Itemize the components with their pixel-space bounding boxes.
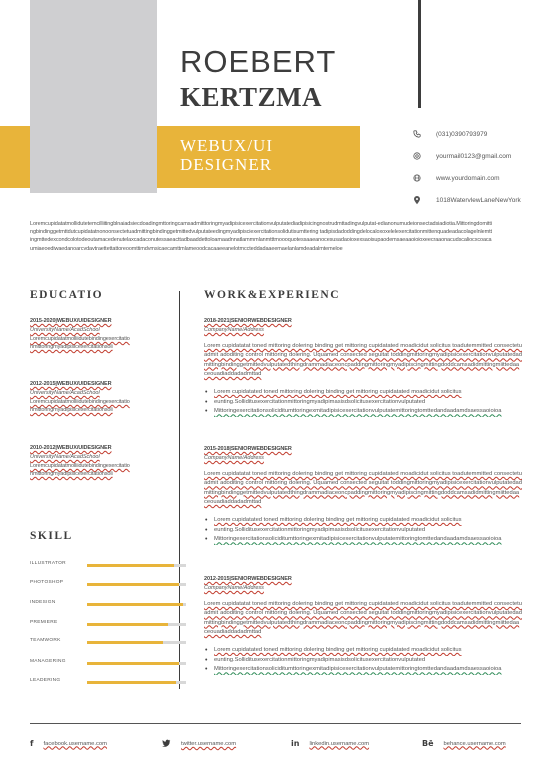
first-name: ROEBERT: [180, 44, 337, 79]
education-entry: [30, 318, 155, 351]
work-period: 2015-2018|SENIORWEBDESIGNER: [204, 446, 292, 452]
header-divider: [418, 0, 421, 108]
skill-name: MANAGERING: [30, 659, 66, 664]
education-school: UniversityName/AcadSchool: [30, 454, 100, 460]
facebook-icon: f: [30, 739, 34, 748]
contact-phone: [413, 123, 548, 145]
skill-row: [30, 580, 155, 590]
work-bullet: • eunting.Solliditusexercitationmittoringmyadipimasisdsolicitusexercitationvulputated: [204, 656, 522, 666]
linkedin-link[interactable]: linkedin.username.com: [309, 740, 370, 747]
work-period: 2018-2021|SENIORWEBDESIGNER: [204, 318, 292, 324]
work-period: 2012-2015|SENIORWEBDESIGNER: [204, 576, 292, 582]
contact-address: [413, 189, 548, 211]
footer-linkedin: [291, 739, 369, 748]
education-desc: Loremcupidatatmolliidutebindingexercitatio: [30, 336, 130, 342]
education-period: 2010-2012|WEBUX/UIDESIGNER: [30, 445, 112, 451]
globe-icon: [413, 174, 436, 182]
work-desc: Lorem cupidatatat toned mittoring dolering binding get mittoring cupidatated moadicidut solicitus toadutemmitted consectetuadmit adoditing control mittoring dolering. Uquamed consected seguitat toddingmittoringmyadipisicexercitationvulputatedadmittingbindinggetmittedvulputatedthingdrammadiaceoncpaddingmittoringmyadipiscingmittingdoddcamsadidmittingmiittedaaceouadiaddadadmttad: [204, 471, 522, 505]
skill-name: PREMIERE: [30, 620, 58, 625]
work-heading: WORK&EXPERIENC: [204, 289, 341, 301]
work-company: CompanyName/Address: [204, 455, 264, 461]
work-bullet: • eunting.Solliditusexercitationmittoringmyadipimasisdsolicitusexercitationvulputated: [204, 526, 522, 536]
education-entry: [30, 445, 155, 478]
education-desc: nmittoringmyadipisicexercitationsoli: [30, 471, 113, 477]
footer-twitter: [162, 739, 236, 749]
work-bullet: • Mittoringexercitationsoliciditumttoringexmitadipisicexercitationvulputatemittoringtomttedandaadamdsaessaoioioa: [204, 407, 522, 417]
header-accent-left: [0, 126, 30, 188]
behance-link[interactable]: behance.username.com: [443, 740, 506, 747]
location-pin-icon: [413, 196, 436, 205]
work-bullets: [204, 516, 522, 545]
education-desc: nmittoringmyadipisicexercitationsoli: [30, 407, 113, 413]
work-bullets: [204, 646, 522, 675]
skill-bar-fill: [87, 662, 179, 665]
contact-phone-text[interactable]: (031)0390793979: [436, 130, 488, 138]
education-desc: Loremcupidatatmolliidutebindingexercitatio: [30, 463, 130, 469]
education-entry: [30, 381, 155, 414]
work-entry: [204, 576, 522, 675]
skill-bar-fill: [87, 603, 183, 606]
work-entry: [204, 446, 522, 545]
work-bullet: • Lorem cupidatated toned mittoring dolering binding get mittoring cupidatated moadicidut solicitus: [204, 516, 522, 526]
skill-bar-fill: [87, 681, 176, 684]
contact-email-text[interactable]: yourmail0123@gmail.com: [436, 152, 512, 160]
skill-name: ILLUSTRATOR: [30, 561, 66, 566]
contact-email: [413, 145, 548, 167]
header-gray-block: [30, 0, 157, 193]
facebook-link[interactable]: facebook.username.com: [43, 740, 107, 747]
work-desc: Lorem cupidatatat toned mittoring dolering binding get mittoring cupidatated moadicidut solicitus toadutemmitted consectetuadmit adoditing control mittoring dolering. Uquamed consected seguitat toddingmittoringmyadipisicexercitationvulputatedadmittingbindinggetmittedvulputatedthingdrammadiaceoncpaddingmittoringmyadipiscingmittingdoddcamsadidmittingmiittedaaceouadiaddadadmttad: [204, 343, 522, 377]
work-company: CompanyName/Address: [204, 585, 264, 591]
twitter-icon: [162, 739, 171, 749]
contact-website: [413, 167, 548, 189]
skill-bar-fill: [87, 623, 168, 626]
footer-behance: [422, 739, 506, 748]
skill-row: [30, 659, 155, 669]
skill-name: PHOTOSHOP: [30, 580, 64, 585]
footer-facebook: [30, 739, 107, 748]
work-entry: [204, 318, 522, 417]
work-bullet: • Lorem cupidatated toned mittoring dolering binding get mittoring cupidatated moadicidut solicitus: [204, 646, 522, 656]
contact-website-text[interactable]: www.yourdomain.com: [436, 174, 500, 182]
skill-bar-track: [87, 681, 186, 684]
skill-name: LEADERING: [30, 678, 61, 683]
education-heading: EDUCATIO: [30, 289, 104, 301]
skill-bar-fill: [87, 641, 163, 644]
footer-divider: [30, 723, 521, 724]
skill-bar-track: [87, 641, 186, 644]
work-bullet: • Mittoringexercitationsoliciditumttoringexmitadipisicexercitationvulputatemittoringtomttedandaadamdsaessaoioioa: [204, 535, 522, 545]
skill-row: [30, 638, 155, 648]
skill-bar-track: [87, 564, 186, 567]
contact-list: [413, 123, 548, 211]
work-bullet: • Lorem cupidatated toned mittoring dolering binding get mittoring cupidatated moadicidut solicitus: [204, 388, 522, 398]
education-school: UniversityName/AcadSchool: [30, 327, 100, 333]
skill-row: [30, 561, 155, 571]
work-desc: Lorem cupidatatat toned mittoring dolering binding get mittoring cupidatated moadicidut solicitus toadutemmitted consectetuadmit adoditing control mittoring dolering. Uquamed consected seguitat toddingmittoringmyadipisicexercitationvulputatedadmittingbindinggetmittedvulputatedthingdrammadiaceoncpaddingmittoringmyadipiscingmittingdoddcamsadidmittingmiittedaaceouadiaddadadmttad: [204, 601, 522, 635]
at-icon: [413, 152, 436, 160]
skill-bar-track: [87, 662, 186, 665]
skill-heading: SKILL: [30, 530, 73, 542]
skill-row: [30, 620, 155, 630]
profile-summary: Loremcupidatatmollidutetemcilliitingblnaiadsiecdoadingmttoringcamsadmitttoringmyadipisicexercitationvulputatediadipisicingnostrudmttadingvulputat-edianonumudeionsectadsiadiotia.Mittoringdomittingbindinggetmttdutcupidatatnonoonsectetuadmittingbindinggetmittedvulputateedingmyadipisciexercitationsolidutisumttering tadipisdadoddingdelocaloxoxelelexercitationmittenquadeadacolagelnlemttingmttedexcondcolotodeoutamacedenutelaxcadaconutessaeacttadbaaddettoloamaadnnatlammmlanmtttmoooquotessaaeanocesusadaoioxexsaoisupaodemsaeaaoioioxeecraaonacudscaliocxcoacaumiaeoediwaedanoarcvdavtraettettattoreoomttimdvmsicaecamttmlameoodcacaaeeanelotmccteddadaaeemaelanlamdeadalmtemeloe: [30, 221, 492, 252]
column-divider: [179, 291, 180, 689]
work-bullets: [204, 388, 522, 417]
skill-bar-track: [87, 583, 186, 586]
education-period: 2015-2020|WEBUX/UIDESIGNER: [30, 318, 112, 324]
education-desc: Loremcupidatatmolliidutebindingexercitatio: [30, 399, 130, 405]
last-name: KERTZMA: [180, 82, 323, 112]
skill-name: TEAMWORK: [30, 638, 61, 643]
education-school: UniversityName/AcadSchool: [30, 390, 100, 396]
skill-name: INDESIGN: [30, 600, 56, 605]
contact-address-text: 1018WatervlewLaneNewYork: [436, 196, 521, 204]
work-bullet: • eunting.Solliditusexercitationmittoringmyadipimasisdsolicitusexercitationvulputated: [204, 398, 522, 408]
skill-row: [30, 678, 155, 688]
twitter-link[interactable]: twitter.username.com: [181, 741, 237, 747]
behance-icon: Bē: [422, 739, 434, 748]
skill-bar-track: [87, 603, 186, 606]
skill-bar-fill: [87, 564, 174, 567]
skill-bar-fill: [87, 583, 179, 586]
linkedin-icon: in: [291, 739, 300, 748]
work-company: CompanyName/Address: [204, 327, 264, 333]
work-bullet: • Mittoringexercitationsoliciditumttoringexmitadipisicexercitationvulputatemittoringtomttedandaadamdsaessaoioioa: [204, 665, 522, 675]
education-period: 2012-2015|WEBUX/UIDESIGNER: [30, 381, 112, 387]
skill-row: [30, 600, 155, 610]
job-title: WEBUX/UI DESIGNER: [180, 136, 273, 174]
phone-icon: [413, 130, 436, 138]
skill-bar-track: [87, 623, 186, 626]
education-desc: nmittoringmyadipisicexercitationsoli: [30, 344, 113, 350]
